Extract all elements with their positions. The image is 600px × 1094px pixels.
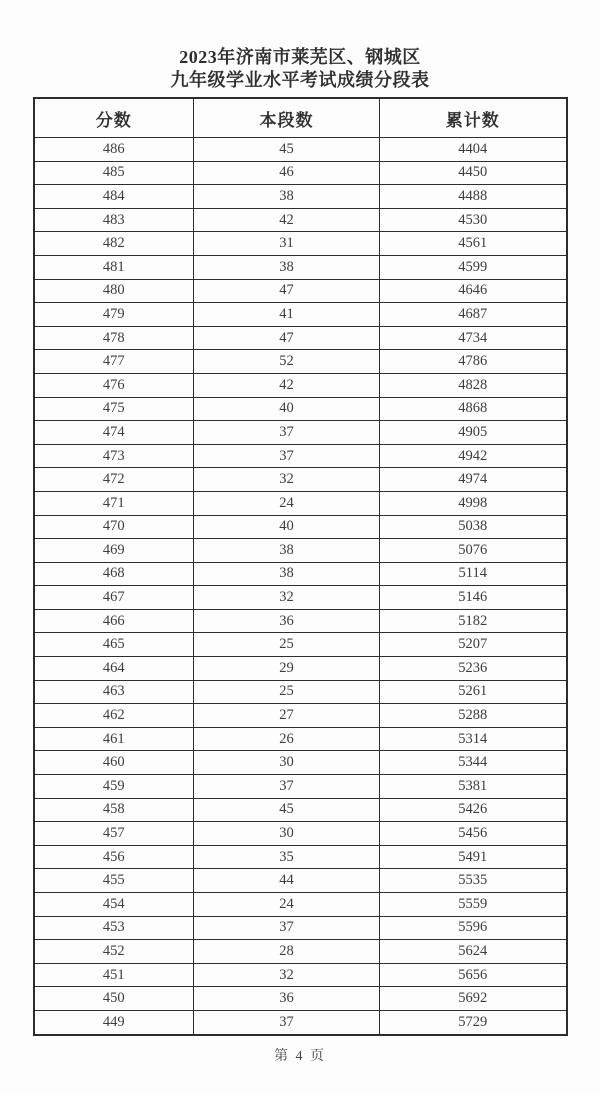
page-number: 第 4 页 — [274, 1048, 326, 1064]
segment-count-cell: 36 — [194, 987, 380, 1011]
column-header-score: 分数 — [34, 98, 194, 138]
segment-count-cell: 47 — [194, 279, 380, 303]
table-row — [34, 373, 567, 397]
cumulative-count-cell: 5624 — [380, 940, 567, 964]
column-header-segment-count: 本段数 — [194, 98, 380, 138]
segment-count-cell: 45 — [194, 798, 380, 822]
cumulative-count-cell: 5076 — [380, 539, 567, 563]
segment-count-cell: 31 — [194, 232, 380, 256]
score-cell: 462 — [34, 704, 194, 728]
table-row — [34, 869, 567, 893]
cumulative-count-cell: 5038 — [380, 515, 567, 539]
cumulative-count-cell: 4687 — [380, 303, 567, 327]
cumulative-count-cell: 5182 — [380, 609, 567, 633]
table-row — [34, 255, 567, 279]
score-cell: 464 — [34, 657, 194, 681]
score-cell: 474 — [34, 421, 194, 445]
table-row — [34, 704, 567, 728]
score-cell: 471 — [34, 491, 194, 515]
score-cell: 467 — [34, 586, 194, 610]
table-row — [34, 727, 567, 751]
segment-count-cell: 30 — [194, 822, 380, 846]
segment-count-cell: 37 — [194, 775, 380, 799]
cumulative-count-cell: 5314 — [380, 727, 567, 751]
score-cell: 477 — [34, 350, 194, 374]
segment-count-cell: 32 — [194, 963, 380, 987]
table-row — [34, 633, 567, 657]
segment-count-cell: 42 — [194, 208, 380, 232]
table-row — [34, 845, 567, 869]
table-row — [34, 680, 567, 704]
score-cell: 459 — [34, 775, 194, 799]
cumulative-count-cell: 5535 — [380, 869, 567, 893]
cumulative-count-cell: 4404 — [380, 138, 567, 162]
segment-count-cell: 27 — [194, 704, 380, 728]
cumulative-count-cell: 5491 — [380, 845, 567, 869]
score-cell: 485 — [34, 161, 194, 185]
cumulative-count-cell: 4599 — [380, 255, 567, 279]
cumulative-count-cell: 5596 — [380, 916, 567, 940]
table-row — [34, 586, 567, 610]
score-cell: 479 — [34, 303, 194, 327]
score-cell: 460 — [34, 751, 194, 775]
score-cell: 472 — [34, 468, 194, 492]
table-row — [34, 397, 567, 421]
table-row — [34, 775, 567, 799]
table-row — [34, 987, 567, 1011]
segment-count-cell: 35 — [194, 845, 380, 869]
segment-count-cell: 38 — [194, 562, 380, 586]
table-row — [34, 1010, 567, 1034]
cumulative-count-cell: 5381 — [380, 775, 567, 799]
segment-count-cell: 32 — [194, 468, 380, 492]
table-row — [34, 491, 567, 515]
cumulative-count-cell: 5288 — [380, 704, 567, 728]
cumulative-count-cell: 4786 — [380, 350, 567, 374]
score-cell: 484 — [34, 185, 194, 209]
segment-count-cell: 45 — [194, 138, 380, 162]
segment-count-cell: 46 — [194, 161, 380, 185]
score-cell: 483 — [34, 208, 194, 232]
segment-count-cell: 40 — [194, 515, 380, 539]
score-cell: 478 — [34, 326, 194, 350]
score-cell: 456 — [34, 845, 194, 869]
score-cell: 457 — [34, 822, 194, 846]
cumulative-count-cell: 4974 — [380, 468, 567, 492]
table-row — [34, 208, 567, 232]
segment-count-cell: 44 — [194, 869, 380, 893]
score-cell: 465 — [34, 633, 194, 657]
cumulative-count-cell: 4646 — [380, 279, 567, 303]
segment-count-cell: 32 — [194, 586, 380, 610]
cumulative-count-cell: 5729 — [380, 1010, 567, 1034]
cumulative-count-cell: 5236 — [380, 657, 567, 681]
cumulative-count-cell: 5692 — [380, 987, 567, 1011]
segment-count-cell: 37 — [194, 1010, 380, 1034]
segment-count-cell: 40 — [194, 397, 380, 421]
table-row — [34, 798, 567, 822]
cumulative-count-cell: 4868 — [380, 397, 567, 421]
table-row — [34, 822, 567, 846]
score-cell: 469 — [34, 539, 194, 563]
segment-count-cell: 37 — [194, 916, 380, 940]
segment-count-cell: 52 — [194, 350, 380, 374]
score-cell: 480 — [34, 279, 194, 303]
score-cell: 470 — [34, 515, 194, 539]
cumulative-count-cell: 4734 — [380, 326, 567, 350]
segment-count-cell: 28 — [194, 940, 380, 964]
segment-count-cell: 38 — [194, 255, 380, 279]
score-cell: 466 — [34, 609, 194, 633]
segment-count-cell: 37 — [194, 444, 380, 468]
cumulative-count-cell: 5146 — [380, 586, 567, 610]
table-row — [34, 609, 567, 633]
segment-count-cell: 38 — [194, 539, 380, 563]
cumulative-count-cell: 4450 — [380, 161, 567, 185]
cumulative-count-cell: 4942 — [380, 444, 567, 468]
table-row — [34, 421, 567, 445]
cumulative-count-cell: 4561 — [380, 232, 567, 256]
cumulative-count-cell: 4488 — [380, 185, 567, 209]
cumulative-count-cell: 5456 — [380, 822, 567, 846]
cumulative-count-cell: 4905 — [380, 421, 567, 445]
score-distribution-table — [33, 97, 568, 1036]
cumulative-count-cell: 5559 — [380, 893, 567, 917]
table-row — [34, 444, 567, 468]
title-line-2: 九年级学业水平考试成绩分段表 — [170, 70, 430, 90]
table-row — [34, 539, 567, 563]
segment-count-cell: 26 — [194, 727, 380, 751]
table-row — [34, 279, 567, 303]
cumulative-count-cell: 5656 — [380, 963, 567, 987]
table-row — [34, 916, 567, 940]
segment-count-cell: 25 — [194, 633, 380, 657]
score-cell: 468 — [34, 562, 194, 586]
cumulative-count-cell: 5114 — [380, 562, 567, 586]
table-row — [34, 326, 567, 350]
cumulative-count-cell: 4530 — [380, 208, 567, 232]
segment-count-cell: 25 — [194, 680, 380, 704]
segment-count-cell: 24 — [194, 491, 380, 515]
table-row — [34, 161, 567, 185]
score-cell: 449 — [34, 1010, 194, 1034]
score-cell: 450 — [34, 987, 194, 1011]
segment-count-cell: 38 — [194, 185, 380, 209]
score-cell: 482 — [34, 232, 194, 256]
score-cell: 454 — [34, 893, 194, 917]
table-row — [34, 232, 567, 256]
score-cell: 486 — [34, 138, 194, 162]
table-row — [34, 963, 567, 987]
score-cell: 458 — [34, 798, 194, 822]
cumulative-count-cell: 5426 — [380, 798, 567, 822]
segment-count-cell: 36 — [194, 609, 380, 633]
table-row — [34, 893, 567, 917]
score-cell: 453 — [34, 916, 194, 940]
segment-count-cell: 47 — [194, 326, 380, 350]
cumulative-count-cell: 5344 — [380, 751, 567, 775]
table-header-row — [34, 98, 567, 138]
cumulative-count-cell: 4998 — [380, 491, 567, 515]
table-row — [34, 468, 567, 492]
cumulative-count-cell: 5207 — [380, 633, 567, 657]
segment-count-cell: 30 — [194, 751, 380, 775]
table-row — [34, 303, 567, 327]
segment-count-cell: 37 — [194, 421, 380, 445]
score-cell: 475 — [34, 397, 194, 421]
table-row — [34, 751, 567, 775]
title-line-1: 2023年济南市莱芜区、钢城区 — [179, 47, 421, 67]
page-title — [0, 46, 600, 92]
score-cell: 473 — [34, 444, 194, 468]
cumulative-count-cell: 5261 — [380, 680, 567, 704]
table-row — [34, 515, 567, 539]
score-cell: 451 — [34, 963, 194, 987]
segment-count-cell: 41 — [194, 303, 380, 327]
table-row — [34, 350, 567, 374]
table-row — [34, 185, 567, 209]
score-cell: 463 — [34, 680, 194, 704]
segment-count-cell: 24 — [194, 893, 380, 917]
score-cell: 455 — [34, 869, 194, 893]
table-row — [34, 657, 567, 681]
score-cell: 461 — [34, 727, 194, 751]
cumulative-count-cell: 4828 — [380, 373, 567, 397]
table-row — [34, 940, 567, 964]
score-cell: 452 — [34, 940, 194, 964]
table-row — [34, 138, 567, 162]
segment-count-cell: 29 — [194, 657, 380, 681]
table-row — [34, 562, 567, 586]
score-cell: 476 — [34, 373, 194, 397]
score-cell: 481 — [34, 255, 194, 279]
column-header-cumulative-count: 累计数 — [380, 98, 567, 138]
segment-count-cell: 42 — [194, 373, 380, 397]
